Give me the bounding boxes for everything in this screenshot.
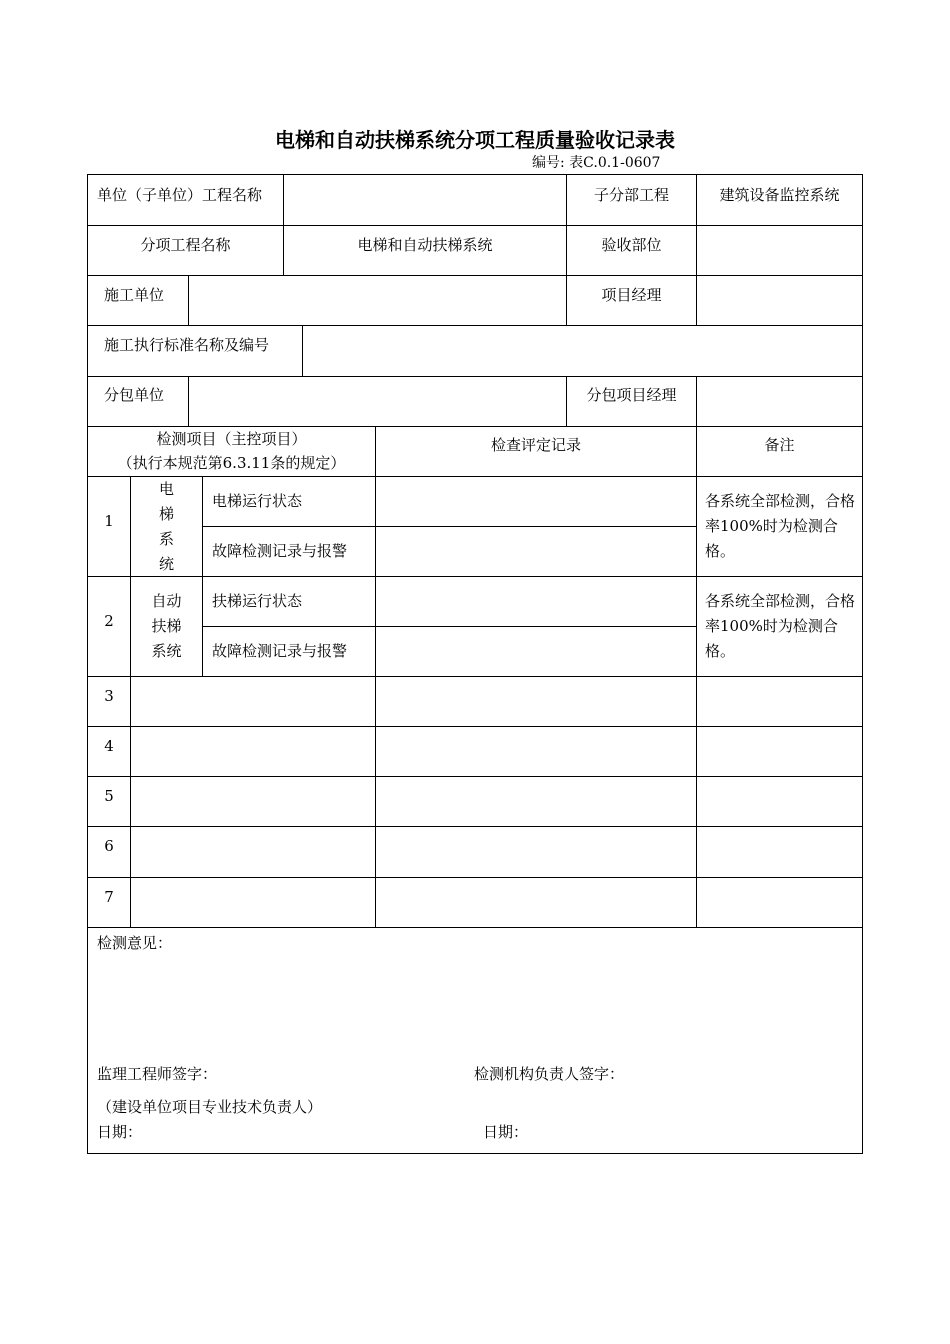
row-line [88, 927, 862, 928]
subcontractor-label: 分包单位 [104, 386, 165, 404]
col-line [188, 275, 189, 325]
subitem-label: 分项工程名称 [140, 236, 231, 254]
row-line [202, 526, 696, 527]
row-number: 6 [104, 837, 114, 855]
system-label-line: 扶梯 [151, 617, 182, 635]
supervisor-signature-label: 监理工程师签字： [97, 1065, 218, 1083]
col-line [202, 476, 203, 676]
row-number: 3 [104, 687, 114, 705]
check-item: 电梯运行状态 [212, 492, 303, 510]
supervisor-note: （建设单位项目专业技术负责人） [97, 1098, 323, 1116]
row-line [88, 776, 862, 777]
inspector-signature-label: 检测机构负责人签字： [474, 1065, 625, 1083]
system-label-char: 电 [158, 480, 174, 498]
row-line [88, 376, 862, 377]
date-left-label: 日期： [97, 1123, 143, 1141]
remark-text: 各系统全部检测，合格率100%时为检测合格。 [705, 492, 856, 560]
standard-label: 施工执行标准名称及编号 [104, 336, 270, 354]
items-header-line1: 检测项目（主控项目） [156, 430, 307, 448]
col-line [188, 376, 189, 426]
row-line [88, 325, 862, 326]
unit-name-label: 单位（子单位）工程名称 [97, 186, 263, 204]
remark-text: 各系统全部检测，合格率100%时为检测合格。 [705, 592, 856, 660]
check-item: 故障检测记录与报警 [212, 642, 348, 660]
form-table [87, 174, 863, 1154]
system-label-line: 系统 [151, 642, 182, 660]
col-line [375, 426, 376, 927]
col-line [696, 376, 697, 426]
col-line [283, 175, 284, 275]
row-line [88, 726, 862, 727]
row-line [88, 476, 862, 477]
remark-header: 备注 [764, 436, 795, 454]
sub-pm-label: 分包项目经理 [586, 386, 677, 404]
items-header-line2: （执行本规范第6.3.11条的规定） [117, 454, 346, 472]
check-item: 故障检测记录与报警 [212, 542, 348, 560]
row-line [88, 225, 862, 226]
row-number: 7 [104, 888, 114, 906]
row-line [88, 826, 862, 827]
record-header: 检查评定记录 [490, 436, 581, 454]
row-line [88, 576, 862, 577]
row-line [88, 275, 862, 276]
col-line [302, 325, 303, 376]
system-label-line: 自动 [151, 592, 182, 610]
pm-label: 项目经理 [601, 286, 662, 304]
contractor-label: 施工单位 [104, 286, 165, 304]
check-item: 扶梯运行状态 [212, 592, 303, 610]
form-code: 编号: 表C.0.1-0607 [532, 155, 661, 171]
row-line [88, 676, 862, 677]
form-title: 电梯和自动扶梯系统分项工程质量验收记录表 [275, 128, 675, 152]
system-label-char: 梯 [158, 505, 174, 523]
subitem-value: 电梯和自动扶梯系统 [357, 236, 493, 254]
sub-division-value: 建筑设备监控系统 [719, 186, 840, 204]
sub-division-label: 子分部工程 [593, 186, 669, 204]
date-right-label: 日期： [483, 1123, 529, 1141]
row-number: 2 [104, 612, 114, 630]
opinion-label: 检测意见： [97, 934, 173, 952]
row-line [88, 877, 862, 878]
col-line [696, 426, 697, 927]
row-number: 5 [104, 787, 114, 805]
row-number: 4 [104, 737, 114, 755]
system-label-char: 统 [158, 555, 174, 573]
acceptance-part-label: 验收部位 [601, 236, 662, 254]
row-line [202, 626, 696, 627]
system-label-char: 系 [158, 530, 174, 548]
row-number: 1 [104, 512, 114, 530]
